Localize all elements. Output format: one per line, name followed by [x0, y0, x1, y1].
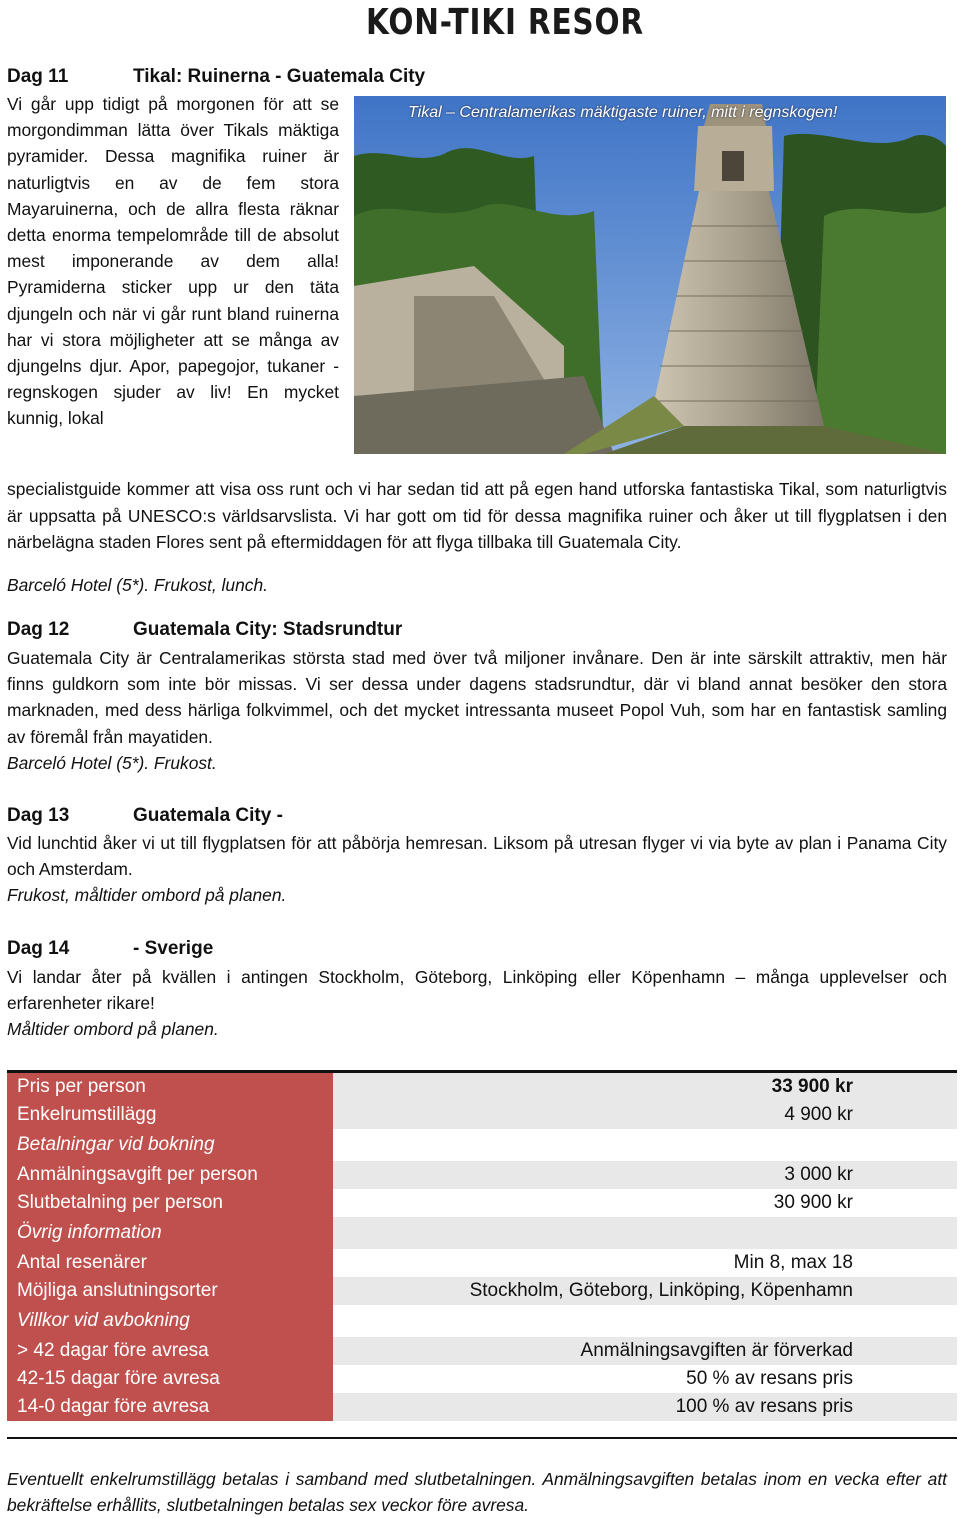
day-title: Tikal: Ruinerna - Guatemala City [133, 66, 426, 87]
day-14-text [7, 964, 947, 1043]
day-11-hotel: Barceló Hotel (5*). Frukost, lunch. [7, 575, 268, 596]
row-value [333, 1217, 957, 1249]
brand-logo: KON-TIKI RESOR [366, 2, 644, 43]
section-label: Villkor vid avbokning [7, 1305, 333, 1337]
day-13-body: Vid lunchtid åker vi ut till flygplatsen för att påbörja hemresan. Liksom på utresan flyger vi via byte av plan i Panama City och Amsterdam. [7, 833, 947, 880]
row-value: 30 900 kr [333, 1189, 957, 1217]
table-bottom-rule [7, 1437, 957, 1439]
row-value: 4 900 kr [333, 1101, 957, 1129]
day-11-text [7, 459, 947, 616]
day-14-body: Vi landar åter på kvällen i antingen Stockholm, Göteborg, Linköping eller Köpenhamn – många upplevelser och erfarenheter rikare! [7, 967, 947, 1014]
day-label: Dag 12 [7, 619, 70, 640]
day-11-intro: Vi går upp tidigt på morgonen för att se morgondimman lätta över Tikals mäktiga pyramider. Dessa magnifika ruiner är naturligtvis en av de fem stora Mayaruinerna, och de allra flesta räknar detta enorma tempelområde till de absolut mest imponerande av dem alla! Pyramiderna sticker upp ur den täta djungeln och när vi går runt bland ruinerna har vi stora möjligheter att se många av djungelns djur. Apor, papegojor, tukaner - regnskogen sjuder av liv! En mycket kunnig, lokal [7, 94, 339, 429]
photo-caption: Tikal – Centralamerikas mäktigaste ruiner, mitt i regnskogen! [408, 104, 838, 121]
day-label: Dag 13 [7, 805, 70, 826]
row-value [333, 1129, 957, 1161]
row-label: Enkelrumstillägg [7, 1101, 333, 1129]
footnote: Eventuellt enkelrumstillägg betalas i samband med slutbetalningen. Anmälningsavgiften betalas inom en vecka efter att bekräftelse erhållits, slutbetalningen betalas sex veckor före avresa. [7, 1469, 947, 1515]
table-row [7, 1393, 957, 1421]
day-12-body: Guatemala City är Centralamerikas största stad med över två miljoner invånare. Den är inte särskilt attraktiv, men här finns guldkorn som inte bör missas. Vi ser dessa under dagens stadsrundtur, där vi bland annat besöker den stora marknaden, med dess härliga folkvimmel, och det mycket intressanta museet Popol Vuh, som har en fantastisk samling av föremål från mayatiden. [7, 648, 947, 747]
row-label: > 42 dagar före avresa [7, 1337, 333, 1365]
price-table [7, 1073, 957, 1421]
table-row [7, 1249, 957, 1277]
day-label: Dag 11 [7, 66, 69, 87]
row-label: Pris per person [7, 1073, 333, 1101]
day-13-heading [7, 805, 283, 827]
row-value [333, 1305, 957, 1337]
day-13-text [7, 830, 947, 909]
day-title: - Sverige [133, 938, 214, 959]
table-section-row [7, 1217, 957, 1249]
row-label: 42-15 dagar före avresa [7, 1365, 333, 1393]
table-row [7, 1277, 957, 1305]
day-title: Guatemala City: Stadsrundtur [133, 619, 403, 640]
row-value: 33 900 kr [333, 1073, 957, 1101]
day-14-heading [7, 938, 213, 960]
row-value: 100 % av resans pris [333, 1393, 957, 1421]
row-label: Möjliga anslutningsorter [7, 1277, 333, 1305]
section-label: Betalningar vid bokning [7, 1129, 333, 1161]
day-12-text [7, 645, 947, 776]
day-11-continuation: specialistguide kommer att visa oss runt och vi har sedan tid att på egen hand utforska fantastiska Tikal, som naturligtvis är uppsatta på UNESCO:s världsarvslista. Vi har gott om tid för dessa magnifika ruiner och åker ut till flygplatsen i den närbelägna staden Flores sent på eftermiddagen för att flyga tillbaka till Guatemala City. [7, 479, 947, 552]
row-value: Stockholm, Göteborg, Linköping, Köpenhamn [333, 1277, 957, 1305]
pyramid-image [354, 96, 946, 454]
table-row [7, 1073, 957, 1101]
day-13-meals: Frukost, måltider ombord på planen. [7, 885, 287, 906]
table-row [7, 1161, 957, 1189]
table-row [7, 1101, 957, 1129]
table-section-row [7, 1305, 957, 1337]
table-row [7, 1337, 957, 1365]
day-14-meals: Måltider ombord på planen. [7, 1019, 219, 1040]
day-12-heading [7, 619, 402, 641]
row-label: Anmälningsavgift per person [7, 1161, 333, 1189]
row-value: Anmälningsavgiften är förverkad [333, 1337, 957, 1365]
table-row [7, 1189, 957, 1217]
table-row [7, 1365, 957, 1393]
row-value: 50 % av resans pris [333, 1365, 957, 1393]
row-label: 14-0 dagar före avresa [7, 1393, 333, 1421]
row-label: Antal resenärer [7, 1249, 333, 1277]
day-11-heading [7, 66, 425, 88]
table-section-row [7, 1129, 957, 1161]
section-label: Övrig information [7, 1217, 333, 1249]
row-label: Slutbetalning per person [7, 1189, 333, 1217]
tikal-photo [354, 96, 946, 454]
row-value: 3 000 kr [333, 1161, 957, 1189]
day-12-hotel: Barceló Hotel (5*). Frukost. [7, 752, 217, 773]
day-label: Dag 14 [7, 938, 70, 959]
row-value: Min 8, max 18 [333, 1249, 957, 1277]
day-title: Guatemala City - [133, 805, 283, 826]
